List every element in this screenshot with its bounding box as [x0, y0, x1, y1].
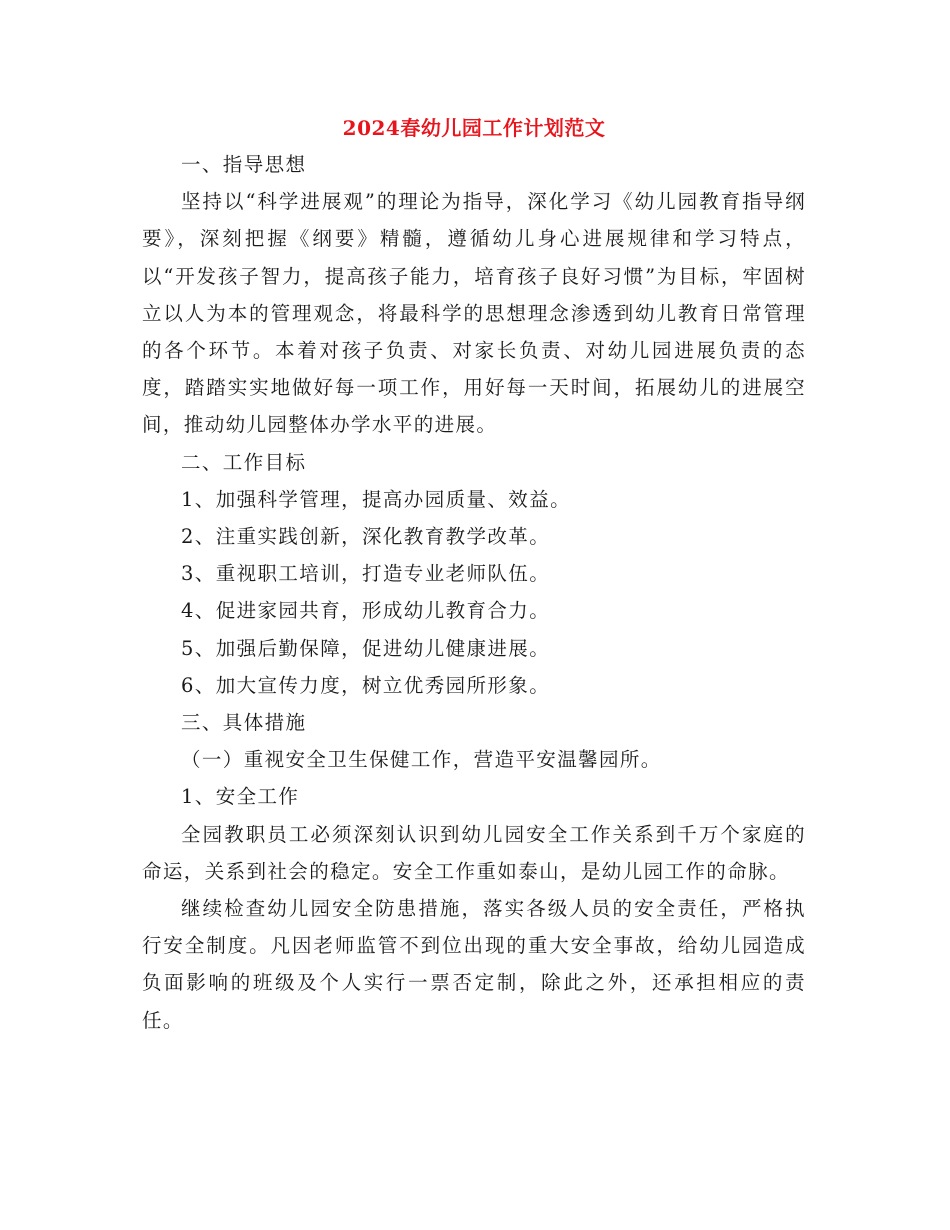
- section-heading-work-goals: 二、工作目标: [181, 450, 307, 474]
- section-heading-guiding-ideology: 一、指导思想: [181, 153, 307, 176]
- goal-item-5: 5、加强后勤保障，促进幼儿健康进展。: [181, 636, 551, 660]
- document-title: 2024春幼儿园工作计划范文: [342, 116, 606, 140]
- paragraph-safety-awareness: 全园教职员工必须深刻认识到幼儿园安全工作关系到千万个家庭的命运，关系到社会的稳定。安全工作重如泰山，是幼儿园工作的命脉。: [142, 822, 806, 883]
- goal-item-1: 1、加强科学管理，提高办园质量、效益。: [181, 487, 572, 511]
- item-heading-safety-work: 1、安全工作: [181, 785, 300, 809]
- section-heading-measures: 三、具体措施: [181, 711, 307, 735]
- subsection-heading-safety-health: （一）重视安全卫生保健工作，营造平安温馨园所。: [181, 748, 662, 772]
- goal-item-4: 4、促进家园共育，形成幼儿教育合力。: [181, 599, 551, 623]
- paragraph-guiding-ideology: 坚持以“科学进展观”的理论为指导，深化学习《幼儿园教育指导纲要》，深刻把握《纲要》精髓，遵循幼儿身心进展规律和学习特点，以“开发孩子智力，提高孩子能力，培育孩子良好习惯”为目标，牢固树立以人为本的管理观念，将最科学的思想理念渗透到幼儿教育日常管理的各个环节。本着对孩子负责、对家长负责、对幼儿园进展负责的态度，踏踏实实地做好每一项工作，用好每一天时间，拓展幼儿的进展空间，推动幼儿园整体办学水平的进展。: [142, 190, 806, 437]
- goal-item-6: 6、加大宣传力度，树立优秀园所形象。: [181, 673, 551, 697]
- goal-item-2: 2、注重实践创新，深化教育教学改革。: [181, 525, 551, 549]
- document-body: [142, 110, 806, 1039]
- goal-item-3: 3、重视职工培训，打造专业老师队伍。: [181, 562, 551, 586]
- paragraph-safety-measures: 继续检查幼儿园安全防患措施，落实各级人员的安全责任，严格执行安全制度。凡因老师监管不到位出现的重大安全事故，给幼儿园造成负面影响的班级及个人实行一票否定制，除此之外，还承担相应的责任。: [142, 897, 806, 1032]
